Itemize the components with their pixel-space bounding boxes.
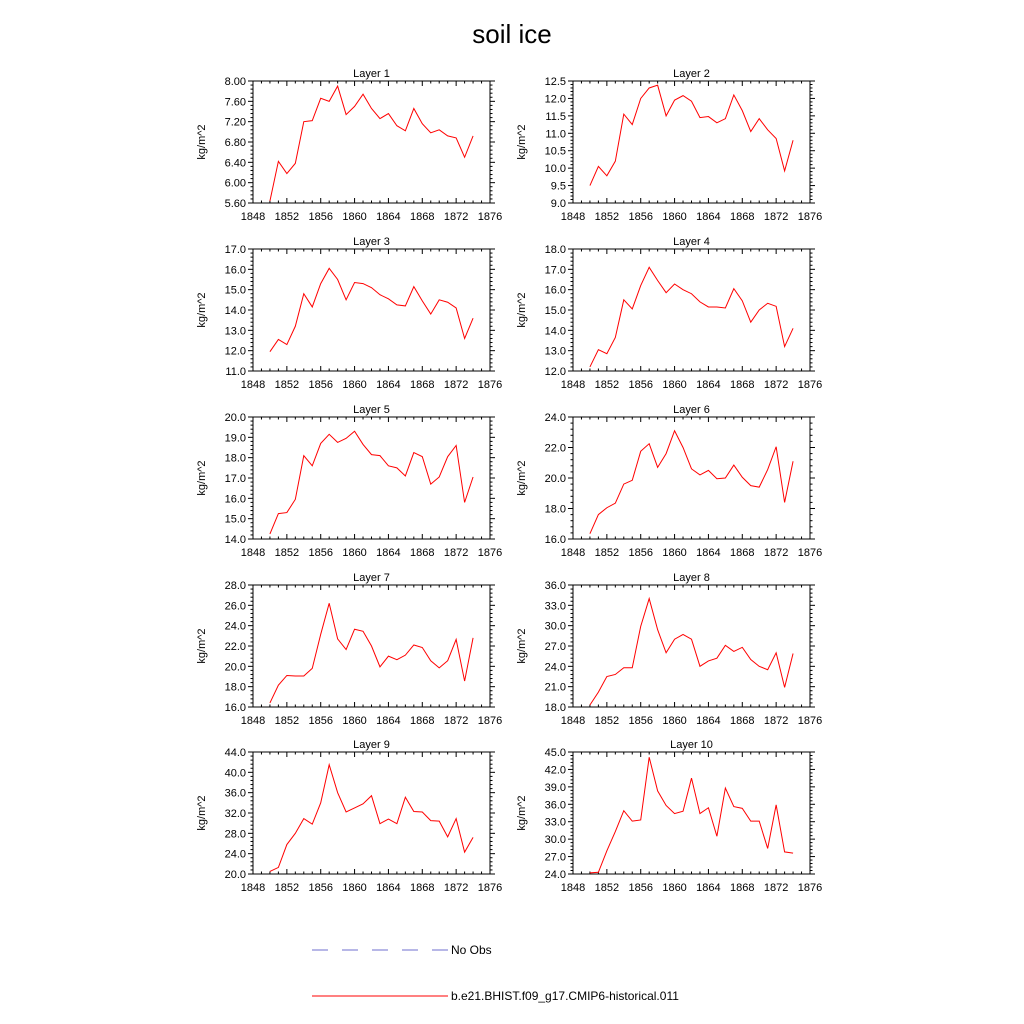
y-tick-label: 32.0 [224, 808, 246, 820]
x-tick-label: 1868 [410, 379, 435, 391]
x-tick-label: 1852 [274, 715, 300, 727]
y-tick-label: 16.0 [224, 264, 246, 277]
series-line-1 [590, 85, 793, 185]
legend-model-label: b.e21.BHIST.f09_g17.CMIP6-historical.011 [451, 989, 679, 1003]
x-tick-label: 1848 [240, 715, 266, 727]
x-tick-label: 1860 [662, 211, 687, 223]
y-tick-label: 21.0 [544, 681, 566, 694]
plot-frame [253, 81, 490, 203]
y-tick-label: 36.0 [544, 580, 566, 592]
x-tick-label: 1868 [410, 715, 435, 727]
x-tick-label: 1856 [308, 882, 333, 894]
x-tick-label: 1852 [594, 715, 620, 727]
chart-panel-7 [196, 572, 502, 727]
x-tick-label: 1860 [342, 211, 367, 223]
legend-no-obs-label: No Obs [451, 943, 492, 957]
panel-title: Layer 5 [353, 404, 390, 416]
y-axis-label: kg/m^2 [516, 628, 528, 664]
chart-panel-2 [516, 68, 822, 223]
series-line-1 [590, 431, 793, 534]
y-tick-label: 20.0 [224, 869, 246, 881]
x-tick-label: 1868 [730, 547, 755, 559]
y-tick-label: 27.0 [544, 641, 566, 653]
y-tick-label: 19.0 [224, 432, 246, 445]
figure-title: soil ice [472, 19, 552, 49]
y-tick-label: 8.00 [224, 76, 246, 88]
x-tick-label: 1860 [662, 379, 687, 391]
x-tick-label: 1868 [730, 882, 755, 894]
panel-title: Layer 9 [353, 739, 390, 751]
x-tick-label: 1848 [240, 547, 266, 559]
x-tick-label: 1848 [560, 715, 586, 727]
x-tick-label: 1848 [240, 379, 266, 391]
y-tick-label: 18.0 [544, 244, 566, 256]
x-tick-label: 1856 [628, 379, 653, 391]
x-tick-label: 1860 [662, 715, 687, 727]
chart-panel-5 [196, 404, 502, 559]
x-tick-label: 1872 [443, 211, 469, 223]
y-tick-label: 12.0 [224, 345, 246, 358]
x-tick-label: 1872 [443, 882, 469, 894]
y-axis-label: kg/m^2 [196, 628, 208, 664]
series-line-1 [270, 268, 473, 351]
x-tick-label: 1864 [696, 547, 721, 559]
y-tick-label: 17.0 [544, 264, 566, 277]
x-tick-label: 1856 [628, 715, 653, 727]
y-tick-label: 24.0 [544, 412, 566, 424]
x-tick-label: 1876 [797, 211, 823, 223]
chart-panel-3 [196, 236, 502, 391]
y-tick-label: 9.0 [550, 198, 566, 210]
x-tick-label: 1848 [240, 882, 266, 894]
panel-title: Layer 8 [673, 572, 710, 584]
x-tick-label: 1852 [594, 882, 620, 894]
y-axis-label: kg/m^2 [196, 292, 208, 328]
x-tick-label: 1852 [274, 379, 300, 391]
y-tick-label: 15.0 [544, 305, 566, 317]
y-tick-label: 14.0 [224, 305, 246, 317]
x-tick-label: 1868 [730, 715, 755, 727]
x-tick-label: 1860 [342, 882, 367, 894]
x-tick-label: 1876 [477, 882, 503, 894]
y-tick-label: 9.5 [550, 180, 566, 193]
x-tick-label: 1852 [274, 882, 300, 894]
x-tick-label: 1860 [342, 715, 367, 727]
y-axis-label: kg/m^2 [196, 460, 208, 496]
x-tick-label: 1876 [477, 379, 503, 391]
panel-title: Layer 7 [353, 572, 390, 584]
y-tick-label: 13.0 [224, 325, 246, 338]
x-tick-label: 1852 [594, 379, 620, 391]
series-line-1 [590, 757, 793, 873]
x-tick-label: 1852 [274, 547, 300, 559]
y-tick-label: 17.0 [224, 473, 246, 485]
x-tick-label: 1856 [308, 547, 333, 559]
x-tick-label: 1860 [662, 547, 687, 559]
x-tick-label: 1856 [308, 211, 333, 223]
chart-panel-6 [516, 404, 822, 559]
y-tick-label: 27.0 [544, 851, 566, 864]
x-tick-label: 1876 [477, 547, 503, 559]
y-tick-label: 11.5 [545, 110, 566, 123]
y-tick-label: 24.0 [224, 620, 246, 633]
y-tick-label: 5.60 [224, 198, 246, 210]
panel-title: Layer 6 [673, 404, 710, 416]
y-tick-label: 12.5 [544, 76, 566, 88]
plot-frame [573, 81, 810, 203]
x-tick-label: 1848 [560, 379, 586, 391]
y-tick-label: 36.0 [544, 799, 566, 812]
y-tick-label: 16.0 [544, 534, 566, 546]
y-tick-label: 12.0 [544, 93, 566, 106]
y-tick-label: 40.0 [224, 767, 246, 780]
chart-panel-10 [516, 739, 822, 894]
plot-frame [573, 417, 810, 539]
y-tick-label: 7.60 [224, 96, 246, 109]
y-tick-label: 14.0 [544, 325, 566, 338]
x-tick-label: 1876 [477, 211, 503, 223]
x-tick-label: 1868 [730, 379, 755, 391]
y-tick-label: 10.5 [544, 145, 566, 158]
x-tick-label: 1876 [797, 882, 823, 894]
y-tick-label: 16.0 [544, 284, 566, 297]
series-line-1 [590, 599, 793, 705]
x-tick-label: 1872 [443, 547, 469, 559]
plot-frame [573, 249, 810, 371]
x-tick-label: 1876 [797, 715, 823, 727]
y-tick-label: 30.0 [544, 620, 566, 633]
x-tick-label: 1852 [594, 211, 620, 223]
x-tick-label: 1856 [628, 211, 653, 223]
plot-frame [253, 249, 490, 371]
y-tick-label: 12.0 [544, 366, 566, 378]
x-tick-label: 1872 [763, 882, 789, 894]
chart-panel-9 [196, 739, 502, 894]
chart-panel-1 [196, 68, 502, 223]
x-tick-label: 1864 [376, 379, 401, 391]
x-tick-label: 1860 [342, 547, 367, 559]
y-tick-label: 22.0 [224, 641, 246, 653]
panel-title: Layer 4 [673, 236, 710, 248]
panels-group [196, 68, 822, 894]
y-tick-label: 6.00 [224, 177, 246, 190]
x-tick-label: 1864 [376, 715, 401, 727]
series-line-1 [590, 267, 793, 367]
series-line-1 [270, 765, 473, 872]
x-tick-label: 1852 [594, 547, 620, 559]
y-axis-label: kg/m^2 [516, 795, 528, 831]
y-tick-label: 18.0 [224, 681, 246, 694]
y-tick-label: 6.40 [224, 157, 246, 170]
x-tick-label: 1872 [763, 379, 789, 391]
y-tick-label: 22.0 [544, 442, 566, 455]
x-tick-label: 1876 [797, 379, 823, 391]
x-tick-label: 1864 [696, 882, 721, 894]
plot-frame [573, 585, 810, 707]
y-axis-label: kg/m^2 [516, 460, 528, 496]
y-tick-label: 14.0 [224, 534, 246, 546]
y-tick-label: 16.0 [224, 702, 246, 714]
x-tick-label: 1856 [308, 715, 333, 727]
y-tick-label: 20.0 [224, 412, 246, 424]
plot-frame [253, 752, 490, 874]
x-tick-label: 1852 [274, 211, 300, 223]
x-tick-label: 1856 [628, 547, 653, 559]
legend [312, 943, 679, 1003]
y-tick-label: 30.0 [544, 834, 566, 847]
x-tick-label: 1864 [696, 211, 721, 223]
y-axis-label: kg/m^2 [516, 292, 528, 328]
x-tick-label: 1872 [443, 379, 469, 391]
y-tick-label: 24.0 [544, 661, 566, 674]
x-tick-label: 1848 [240, 211, 266, 223]
chart-panel-4 [516, 236, 822, 391]
x-tick-label: 1848 [560, 211, 586, 223]
y-tick-label: 11.0 [545, 128, 566, 141]
series-line-1 [270, 603, 473, 703]
x-tick-label: 1868 [410, 547, 435, 559]
y-tick-label: 44.0 [224, 747, 246, 759]
plot-frame [253, 417, 490, 539]
y-tick-label: 26.0 [224, 600, 246, 613]
y-tick-label: 17.0 [224, 244, 246, 256]
x-tick-label: 1876 [477, 715, 503, 727]
x-tick-label: 1860 [342, 379, 367, 391]
x-tick-label: 1864 [376, 211, 401, 223]
x-tick-label: 1876 [797, 547, 823, 559]
x-tick-label: 1848 [560, 547, 586, 559]
x-tick-label: 1856 [628, 882, 653, 894]
panel-title: Layer 10 [670, 739, 713, 751]
panel-title: Layer 2 [673, 68, 710, 80]
x-tick-label: 1872 [763, 547, 789, 559]
x-tick-label: 1864 [376, 547, 401, 559]
y-tick-label: 33.0 [544, 816, 566, 829]
y-tick-label: 16.0 [224, 493, 246, 506]
y-tick-label: 18.0 [224, 452, 246, 465]
panel-title: Layer 1 [353, 68, 390, 80]
y-axis-label: kg/m^2 [196, 795, 208, 831]
y-tick-label: 10.0 [544, 163, 566, 176]
y-tick-label: 20.0 [544, 473, 566, 485]
y-tick-label: 20.0 [224, 661, 246, 674]
y-tick-label: 36.0 [224, 787, 246, 800]
y-tick-label: 24.0 [224, 848, 246, 861]
x-tick-label: 1868 [410, 211, 435, 223]
panel-title: Layer 3 [353, 236, 390, 248]
x-tick-label: 1864 [696, 379, 721, 391]
y-tick-label: 18.0 [544, 702, 566, 714]
x-tick-label: 1864 [696, 715, 721, 727]
y-axis-label: kg/m^2 [196, 124, 208, 160]
x-tick-label: 1868 [410, 882, 435, 894]
x-tick-label: 1856 [308, 379, 333, 391]
series-line-1 [270, 431, 473, 534]
y-tick-label: 28.0 [224, 828, 246, 841]
chart-panel-8 [516, 572, 822, 727]
y-tick-label: 45.0 [544, 747, 566, 759]
y-tick-label: 15.0 [224, 513, 246, 526]
x-tick-label: 1872 [763, 211, 789, 223]
x-tick-label: 1848 [560, 882, 586, 894]
y-tick-label: 33.0 [544, 600, 566, 613]
x-tick-label: 1864 [376, 882, 401, 894]
x-tick-label: 1868 [730, 211, 755, 223]
y-tick-label: 11.0 [225, 366, 246, 378]
x-tick-label: 1860 [662, 882, 687, 894]
x-tick-label: 1872 [443, 715, 469, 727]
y-tick-label: 39.0 [544, 781, 566, 794]
y-tick-label: 24.0 [544, 869, 566, 881]
y-tick-label: 13.0 [544, 345, 566, 358]
y-tick-label: 42.0 [544, 764, 566, 777]
y-tick-label: 15.0 [224, 284, 246, 297]
y-tick-label: 28.0 [224, 580, 246, 592]
y-axis-label: kg/m^2 [516, 124, 528, 160]
y-tick-label: 6.80 [224, 137, 246, 149]
y-tick-label: 18.0 [544, 503, 566, 516]
series-line-1 [270, 86, 473, 201]
y-tick-label: 7.20 [224, 116, 246, 129]
x-tick-label: 1872 [763, 715, 789, 727]
